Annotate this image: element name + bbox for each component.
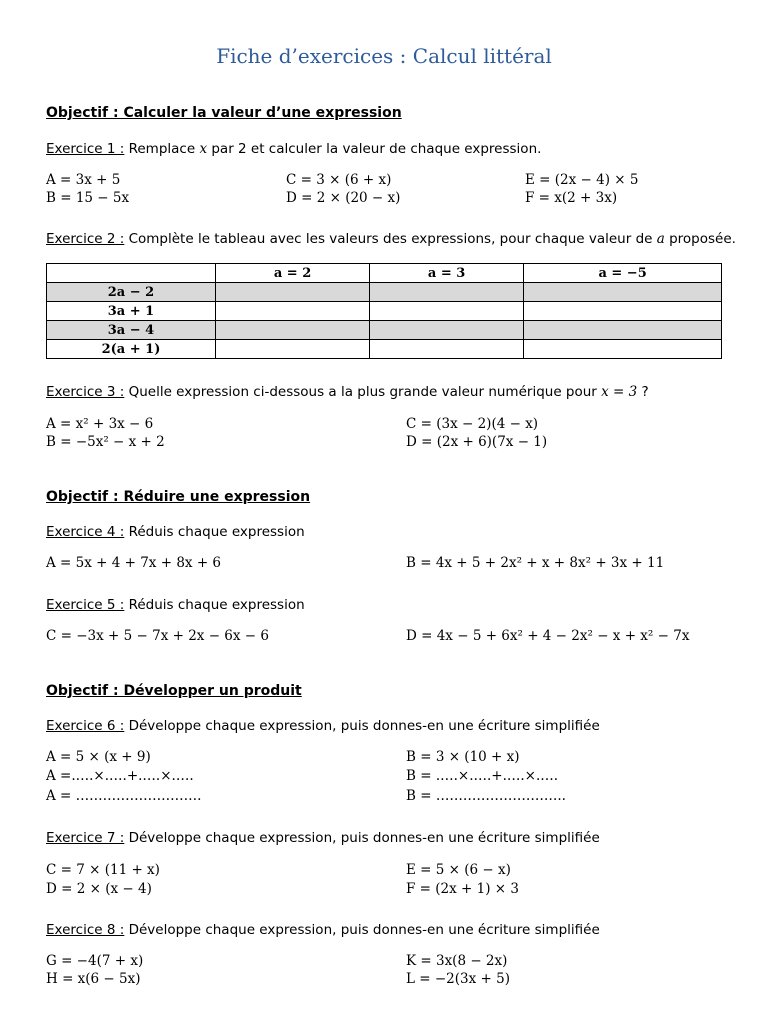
expression-b: B = 15 − 5x: [46, 190, 130, 206]
table-row-expression: 3a + 1: [47, 302, 216, 321]
exercise-8-instruction: Exercice 8 : Développe chaque expression, puis donnes-en une écriture simplifiée: [46, 922, 600, 938]
table-row-expression: 2(a + 1): [47, 340, 216, 359]
exercise-2-label: Exercice 2 :: [46, 231, 125, 247]
expression-a: A = 3x + 5: [46, 172, 121, 188]
table-header-cell: a = 2: [216, 264, 370, 283]
expression-c: C = 7 × (11 + x): [46, 862, 160, 878]
expression-a: A = 5x + 4 + 7x + 8x + 6: [46, 555, 222, 571]
objective-heading-2: Objectif : Réduire une expression: [46, 489, 311, 505]
table-answer-cell[interactable]: [216, 321, 370, 340]
expression-c: C = 3 × (6 + x): [286, 172, 392, 188]
exercise-8-label: Exercice 8 :: [46, 922, 125, 938]
table-answer-cell[interactable]: [370, 340, 524, 359]
exercise-7-instruction: Exercice 7 : Développe chaque expression, puis donnes-en une écriture simplifiée: [46, 830, 600, 846]
exercise-3-instruction: Exercice 3 : Quelle expression ci-dessous a la plus grande valeur numérique pour x = 3 ?: [46, 384, 649, 400]
expression-d: D = 2 × (20 − x): [286, 190, 401, 206]
table-header-cell: a = −5: [524, 264, 722, 283]
table-answer-cell[interactable]: [524, 340, 722, 359]
table-header-cell: a = 3: [370, 264, 524, 283]
table-answer-cell[interactable]: [524, 321, 722, 340]
table-answer-cell[interactable]: [370, 302, 524, 321]
table-answer-cell[interactable]: [370, 321, 524, 340]
exercise-2-instruction: Exercice 2 : Complète le tableau avec les valeurs des expressions, pour chaque valeur de a proposée.: [46, 231, 736, 247]
expression-e: E = 5 × (6 − x): [406, 862, 511, 878]
table-answer-cell[interactable]: [370, 283, 524, 302]
expression-b: B = 4x + 5 + 2x² + x + 8x² + 3x + 11: [406, 555, 665, 571]
table-header-row: [47, 264, 722, 283]
expression-a: A = x² + 3x − 6: [46, 416, 154, 432]
table-row: [47, 283, 722, 302]
fill-in-line: A = ……………………….: [46, 788, 202, 804]
exercise-1-label: Exercice 1 :: [46, 141, 125, 157]
exercise-4-label: Exercice 4 :: [46, 524, 125, 540]
table-answer-cell[interactable]: [216, 283, 370, 302]
table-row-expression: 2a − 2: [47, 283, 216, 302]
values-table: [46, 263, 722, 359]
expression-d: D = 4x − 5 + 6x² + 4 − 2x² − x + x² − 7x: [406, 628, 690, 644]
table-answer-cell[interactable]: [524, 283, 722, 302]
exercise-4-instruction: Exercice 4 : Réduis chaque expression: [46, 524, 305, 540]
expression-b: B = 3 × (10 + x): [406, 749, 520, 765]
expression-f: F = x(2 + 3x): [525, 190, 618, 206]
exercise-6-instruction: Exercice 6 : Développe chaque expression, puis donnes-en une écriture simplifiée: [46, 718, 600, 734]
table-answer-cell[interactable]: [216, 302, 370, 321]
exercise-5-instruction: Exercice 5 : Réduis chaque expression: [46, 597, 305, 613]
exercise-5-label: Exercice 5 :: [46, 597, 125, 613]
expression-c: C = −3x + 5 − 7x + 2x − 6x − 6: [46, 628, 269, 644]
expression-h: H = x(6 − 5x): [46, 971, 141, 987]
expression-c: C = (3x − 2)(4 − x): [406, 416, 539, 432]
objective-heading-1: Objectif : Calculer la valeur d’une expression: [46, 105, 402, 121]
expression-k: K = 3x(8 − 2x): [406, 953, 508, 969]
fill-in-line: B = ………………………..: [406, 788, 566, 804]
exercise-7-label: Exercice 7 :: [46, 830, 125, 846]
table-row: [47, 340, 722, 359]
table-header-cell: [47, 264, 216, 283]
table-row: [47, 302, 722, 321]
expression-a: A = 5 × (x + 9): [46, 749, 151, 765]
expression-b: B = −5x² − x + 2: [46, 434, 165, 450]
table-row-expression: 3a − 4: [47, 321, 216, 340]
expression-d: D = 2 × (x − 4): [46, 881, 152, 897]
exercise-6-label: Exercice 6 :: [46, 718, 125, 734]
exercise-3-label: Exercice 3 :: [46, 384, 125, 400]
expression-f: F = (2x + 1) × 3: [406, 881, 519, 897]
table-row: [47, 321, 722, 340]
table-answer-cell[interactable]: [524, 302, 722, 321]
table-answer-cell[interactable]: [216, 340, 370, 359]
expression-g: G = −4(7 + x): [46, 953, 144, 969]
page-title: Fiche d’exercices : Calcul littéral: [216, 44, 552, 68]
expression-e: E = (2x − 4) × 5: [525, 172, 639, 188]
expression-l: L = −2(3x + 5): [406, 971, 510, 987]
objective-heading-3: Objectif : Développer un produit: [46, 683, 302, 699]
exercise-1-instruction: Exercice 1 : Remplace x par 2 et calculer la valeur de chaque expression.: [46, 141, 542, 157]
fill-in-line: B = .….×.….+.….×.….: [406, 768, 559, 784]
fill-in-line: A =.….×.….+.….×.….: [46, 768, 194, 784]
expression-d: D = (2x + 6)(7x − 1): [406, 434, 548, 450]
